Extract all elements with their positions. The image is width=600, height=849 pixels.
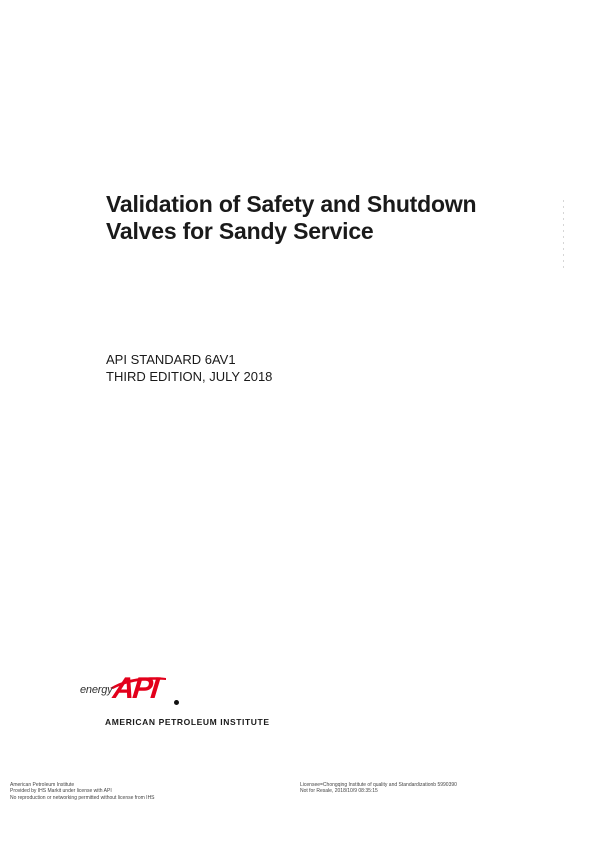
edition-date: THIRD EDITION, JULY 2018 xyxy=(106,369,273,384)
footer-left-line: American Petroleum Institute xyxy=(10,782,75,788)
document-title-line-1: Validation of Safety and Shutdown xyxy=(106,191,477,217)
standard-number: API STANDARD 6AV1 xyxy=(106,352,236,367)
logo-energy-text: energy xyxy=(80,684,113,696)
logo-dot-icon xyxy=(174,700,179,705)
api-logo xyxy=(80,672,280,728)
footer-right-line: Licensee=Chongqing Institute of quality and Standardizationb 5990390 xyxy=(300,782,457,788)
logo-organization-name: AMERICAN PETROLEUM INSTITUTE xyxy=(105,717,270,727)
logo-api-text: API xyxy=(111,672,159,705)
document-title-line-2: Valves for Sandy Service xyxy=(106,218,374,244)
footer-license-right xyxy=(300,782,457,795)
footer-left-line: No reproduction or networking permitted without license from IHS xyxy=(10,794,155,801)
standard-info xyxy=(106,351,272,385)
margin-marks xyxy=(563,200,565,270)
footer-license-left xyxy=(10,782,155,801)
footer-right-line: Not for Resale, 2018/10/9 08:35:15 xyxy=(300,788,378,795)
document-title xyxy=(106,191,526,245)
footer-left-line: Provided by IHS Markit under license with API xyxy=(10,788,112,795)
